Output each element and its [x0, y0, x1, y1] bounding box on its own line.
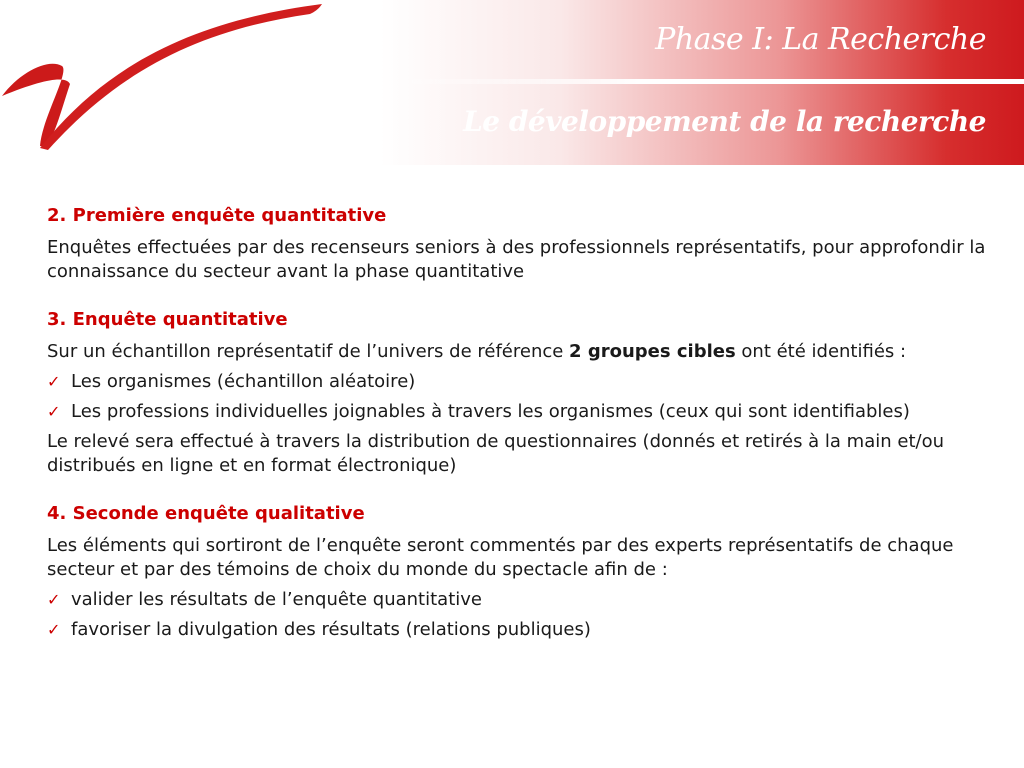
checklist-item-label: Les professions individuelles joignables à travers les organismes (ceux qui sont identifiables)	[71, 401, 910, 422]
checkmark-icon: ✓	[47, 620, 61, 639]
section-heading: 4. Seconde enquête qualitative	[47, 503, 365, 524]
paragraph-text: ont été identifiés :	[735, 341, 907, 362]
paragraph: Le relevé sera effectué à travers la distribution de questionnaires (donnés et retirés à la main et/ou distribués en ligne et en format électronique)	[47, 431, 944, 476]
slide-title: Phase I: La Recherche	[655, 22, 986, 57]
checklist-item-label: favoriser la divulgation des résultats (relations publiques)	[71, 619, 591, 640]
red-v-swoosh-logo	[0, 0, 330, 160]
section-enquete-quantitative	[47, 308, 1005, 478]
paragraph	[47, 340, 1005, 364]
paragraph-text: Sur un échantillon représentatif de l’univers de référence	[47, 341, 570, 362]
slide-subtitle: Le développement de la recherche	[463, 105, 986, 138]
checkmark-icon: ✓	[47, 590, 61, 609]
section-heading: 3. Enquête quantitative	[47, 309, 288, 330]
header-divider	[380, 79, 1024, 84]
section-seconde-enquete	[47, 502, 1005, 642]
emphasis-text: 2 groupes cibles	[569, 341, 736, 362]
checklist-item	[47, 618, 1005, 642]
section-premiere-enquete	[47, 204, 1005, 284]
paragraph: Les éléments qui sortiront de l’enquête seront commentés par des experts représentatifs de chaque secteur et par des témoins de choix du monde du spectacle afin de :	[47, 535, 954, 580]
checklist-item	[47, 400, 1005, 424]
logo-stroke-right	[40, 4, 322, 150]
paragraph: Enquêtes effectuées par des recenseurs seniors à des professionnels représentatifs, pour approfondir la connaissance du secteur avant la phase quantitative	[47, 237, 986, 282]
slide-body	[47, 204, 1005, 648]
checklist-item	[47, 370, 1005, 394]
checklist-item-label: valider les résultats de l’enquête quantitative	[71, 589, 482, 610]
section-heading: 2. Première enquête quantitative	[47, 205, 387, 226]
checklist-item	[47, 588, 1005, 612]
checkmark-icon: ✓	[47, 402, 61, 421]
checkmark-icon: ✓	[47, 372, 61, 391]
checklist-item-label: Les organismes (échantillon aléatoire)	[71, 371, 416, 392]
